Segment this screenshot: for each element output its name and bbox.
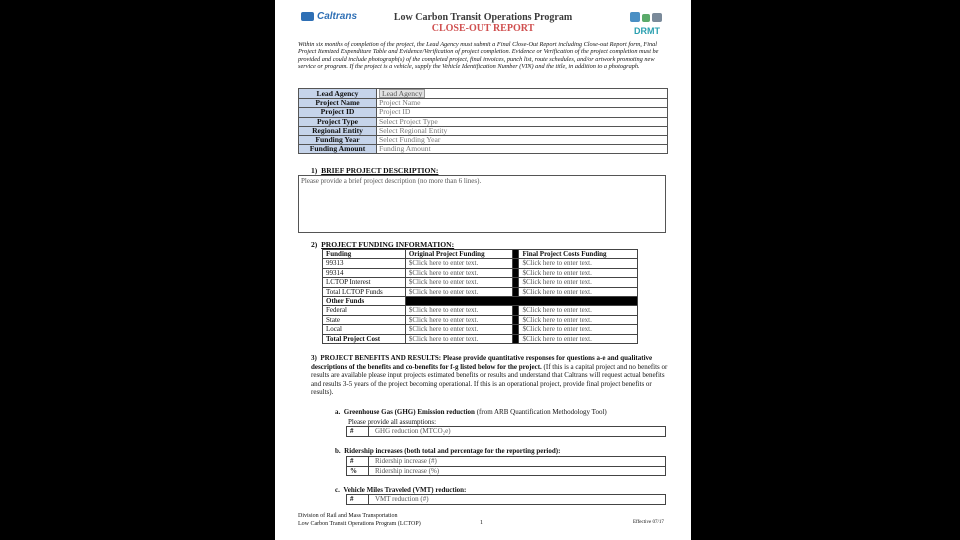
benefit-a-note: (from ARB Quantification Methodology Tool) (474, 408, 607, 416)
funding-source-label: 99313 (323, 259, 406, 268)
info-label: Regional Entity (299, 126, 377, 135)
funding-row (323, 268, 638, 277)
section2-heading (311, 240, 454, 249)
lead-agency-dropdown[interactable]: Lead Agency (379, 89, 425, 98)
drmt-logo-text: DRMT (634, 26, 660, 36)
funding-row (323, 325, 638, 334)
info-row (299, 145, 668, 154)
ghg-reduction-input[interactable]: GHG reduction (MTCO₂e) (375, 427, 451, 435)
original-funding-input[interactable]: $Click here to enter text. (405, 287, 513, 296)
other-funds-row (323, 297, 638, 306)
info-label: Funding Year (299, 136, 377, 145)
section1-title: BRIEF PROJECT DESCRIPTION: (321, 166, 439, 175)
funding-source-label: Federal (323, 306, 406, 315)
ridership-count-input[interactable]: Ridership increase (#) (375, 457, 437, 465)
ridership-percent-input[interactable]: Ridership increase (%) (375, 466, 440, 475)
info-label: Lead Agency (299, 89, 377, 99)
hash-symbol: # (347, 427, 369, 436)
intro-paragraph: Within six months of completion of the project, the Lead Agency must submit a Final Close-Out Report including Close-out Report form, Final Project Itemized Expenditure Table and Evidence/Verification of project completion. Evidence or Verification of the project completion must be provided and could include photograph(s) of the completed project, final invoices, punch list, route schedules, and/or artwork promoting new service or program. If the project is a vehicle, supply the Vehicle Identification Number (VIN) and the title, in addition to a photograph. (298, 41, 659, 71)
info-label: Project Type (299, 117, 377, 126)
final-costs-input[interactable]: $Click here to enter text. (519, 325, 638, 334)
final-costs-input[interactable]: $Click here to enter text. (519, 259, 638, 268)
benefit-a-heading (335, 408, 607, 416)
funding-source-label: Total Project Cost (323, 334, 406, 343)
info-label: Funding Amount (299, 145, 377, 154)
funding-row (323, 306, 638, 315)
final-costs-input[interactable]: $Click here to enter text. (519, 306, 638, 315)
ghg-reduction-field[interactable] (346, 426, 666, 437)
info-row (299, 108, 668, 117)
final-costs-header: Final Project Costs Funding (519, 250, 638, 259)
section1-heading (311, 166, 438, 175)
document-page (275, 0, 691, 540)
percent-symbol: % (347, 467, 369, 476)
funding-row (323, 278, 638, 287)
hash-symbol: # (347, 495, 369, 504)
funding-source-label: Total LCTOP Funds (323, 287, 406, 296)
page-number: 1 (480, 520, 483, 526)
info-value-field[interactable]: Select Regional Entity (377, 126, 668, 135)
info-value-field[interactable]: Project ID (377, 108, 668, 117)
project-info-table (298, 88, 668, 154)
funding-source-label: LCTOP Interest (323, 278, 406, 287)
original-funding-input[interactable]: $Click here to enter text. (405, 334, 513, 343)
benefit-a-prompt: Please provide all assumptions: (348, 418, 437, 426)
final-costs-input[interactable]: $Click here to enter text. (519, 287, 638, 296)
project-description-placeholder: Please provide a brief project description (no more than 6 lines). (301, 177, 482, 185)
section1-number: 1) (311, 166, 318, 175)
benefit-b-heading (335, 447, 560, 455)
benefit-c-letter: c. (335, 486, 340, 494)
info-row (299, 117, 668, 126)
info-row (299, 89, 668, 99)
funding-row (323, 287, 638, 296)
footer-division (298, 512, 421, 528)
info-value-field[interactable]: Select Project Type (377, 117, 668, 126)
funding-row (323, 259, 638, 268)
benefit-a-letter: a. (335, 408, 341, 416)
funding-source-label: State (323, 315, 406, 324)
effective-date: Effective 07/17 (633, 520, 664, 525)
vmt-reduction-field[interactable] (346, 494, 666, 505)
funding-source-label: Funding (323, 250, 406, 259)
section3-number: 3) (311, 354, 317, 362)
final-costs-input[interactable]: $Click here to enter text. (519, 268, 638, 277)
original-funding-input[interactable]: $Click here to enter text. (405, 325, 513, 334)
original-funding-input[interactable]: $Click here to enter text. (405, 278, 513, 287)
total-row (323, 334, 638, 343)
original-funding-input[interactable]: $Click here to enter text. (405, 315, 513, 324)
original-funding-header: Original Project Funding (405, 250, 513, 259)
original-funding-input[interactable]: $Click here to enter text. (405, 259, 513, 268)
ridership-fields (346, 456, 666, 476)
other-funds-bar (405, 297, 637, 306)
original-funding-input[interactable]: $Click here to enter text. (405, 306, 513, 315)
section3-title: PROJECT BENEFITS AND RESULTS: Please provide quantitative responses for questions a-e and qualitative descriptions of the benefits and co-benefits for f-g listed below for the project. (311, 354, 653, 371)
hash-symbol: # (347, 457, 369, 466)
section2-title: PROJECT FUNDING INFORMATION: (321, 240, 455, 249)
project-description-input[interactable] (298, 175, 666, 233)
drmt-logo (627, 9, 667, 39)
footer-line1: Division of Rail and Mass Transportation (298, 513, 398, 519)
section3-body: (If this is a capital project and no benefits or results are available please input projects estimated benefits or results and understand that Caltrans will request actual benefits and results 3-5 years of the project becoming operational. If this is an operational project, provide final project benefits or results). (311, 362, 668, 396)
final-costs-input[interactable]: $Click here to enter text. (519, 315, 638, 324)
info-label: Project Name (299, 99, 377, 108)
funding-row (323, 315, 638, 324)
info-value-field[interactable]: Select Funding Year (377, 136, 668, 145)
funding-header-row (323, 250, 638, 259)
info-value-field[interactable] (377, 89, 668, 99)
info-label: Project ID (299, 108, 377, 117)
final-costs-input[interactable]: $Click here to enter text. (519, 278, 638, 287)
caltrans-logo-text: Caltrans (317, 11, 358, 22)
info-value-field[interactable]: Project Name (377, 99, 668, 108)
funding-source-label: Other Funds (323, 297, 406, 306)
benefit-a-title: Greenhouse Gas (GHG) Emission reduction (343, 408, 475, 416)
document-subtitle: CLOSE-OUT REPORT (431, 23, 535, 34)
section2-number: 2) (311, 240, 318, 249)
benefit-b-title: Ridership increases (both total and percentage for the reporting period): (344, 447, 561, 455)
document-title: Low Carbon Transit Operations Program (393, 12, 573, 23)
funding-source-label: 99314 (323, 268, 406, 277)
funding-source-label: Local (323, 325, 406, 334)
benefit-c-title: Vehicle Miles Traveled (VMT) reduction: (343, 486, 467, 494)
vmt-reduction-input[interactable]: VMT reduction (#) (375, 495, 429, 503)
benefit-c-heading (335, 486, 466, 494)
original-funding-input[interactable]: $Click here to enter text. (405, 268, 513, 277)
final-costs-input[interactable]: $Click here to enter text. (519, 334, 638, 343)
benefit-b-letter: b. (335, 447, 341, 455)
footer-line2: Low Carbon Transit Operations Program (LCTOP) (298, 521, 421, 527)
section3-heading (311, 354, 669, 397)
funding-table (322, 249, 638, 344)
info-value-field[interactable]: Funding Amount (377, 145, 668, 154)
